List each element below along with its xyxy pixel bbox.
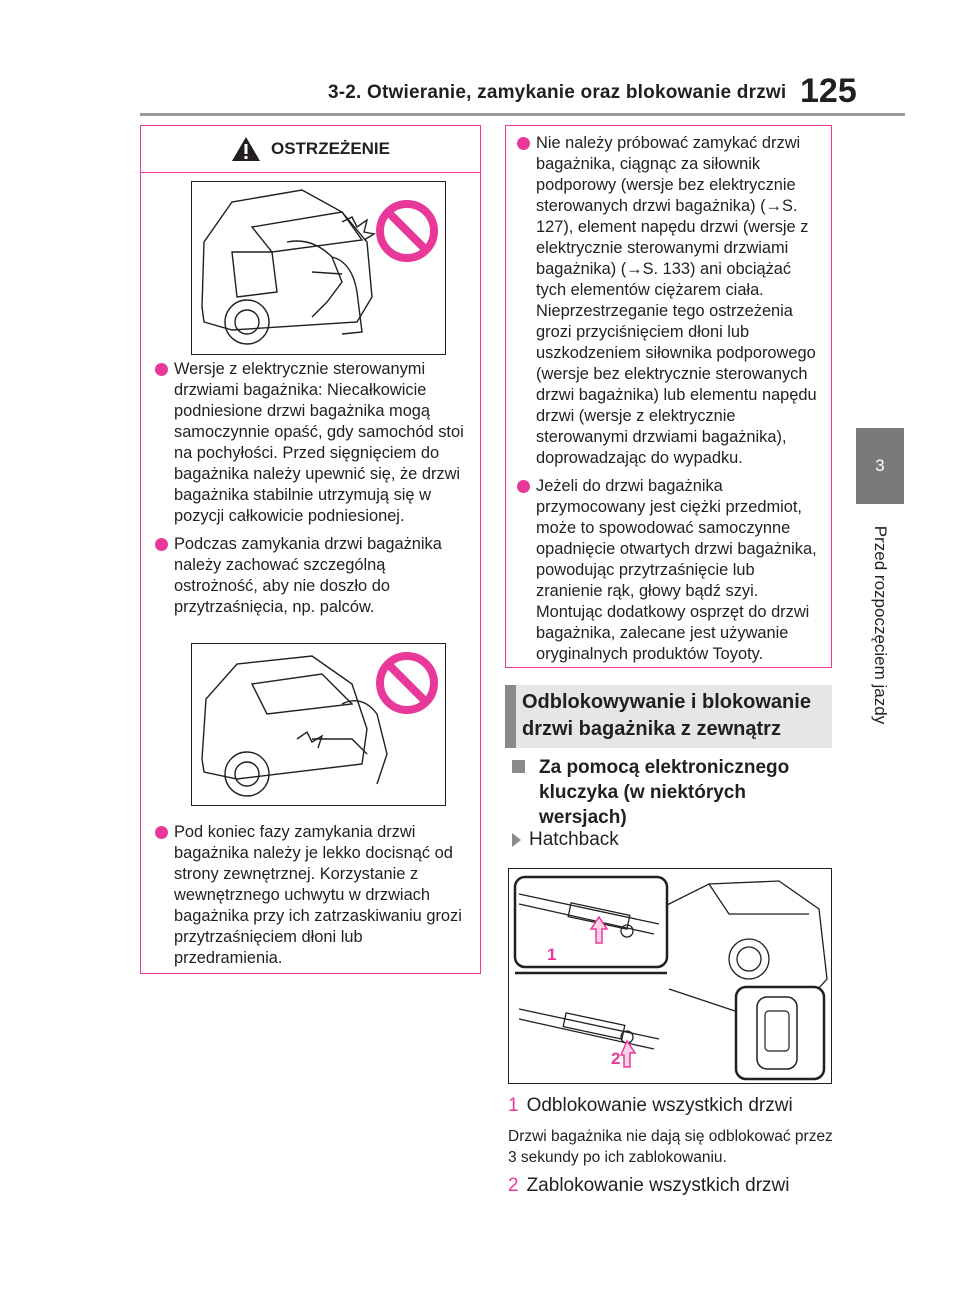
variant-text: Hatchback bbox=[529, 829, 619, 850]
prohibited-icon bbox=[374, 650, 440, 716]
step-text: Zablokowanie wszystkich drzwi bbox=[526, 1175, 790, 1196]
square-bullet-icon bbox=[512, 760, 525, 773]
step-note: Drzwi bagażnika nie dają się odblokować przez 3 sekundy po ich zablokowaniu. bbox=[508, 1128, 833, 1166]
step-text: Odblokowanie wszystkich drzwi bbox=[526, 1095, 793, 1116]
warning-bullet: Pod koniec fazy zamykania drzwi bagażnika należy je lekko docisnąć od strony zewnętrznej. Korzystanie z wewnętrznego uchwytu w drzwiach bagażnika przy ich zatrzaskiwaniu grozi przytrzaśnięciem dłoni lub przedramienia. bbox=[155, 822, 470, 969]
figure-label-2: 2 bbox=[611, 1049, 621, 1068]
chapter-tab bbox=[856, 428, 904, 504]
warning-bullet: Wersje z elektrycznie sterowanymi drzwiami bagażnika: Niecałkowicie podniesione drzwi bagażnika mogą samoczynnie opaść, gdy samochód stoi na pochyłości. Przed sięgnięciem do bagażnika należy upewnić się, że drzwi bagażnika stabilnie utrzymują się w pozycji całkowicie podniesionej. bbox=[155, 359, 470, 527]
page-number: 125 bbox=[800, 72, 857, 110]
warning-bullet: Nie należy próbować zamykać drzwi bagażnika, ciągnąc za siłownik podporowy (wersje bez elektrycznie sterowanych drzwi bagażnika) (→S. 127), element napędu drzwi (wersje z elektrycznie sterowanymi drzwiami bagażnika) (→S. 133) ani obciążać tych elementów ciężarem ciała. Nieprzestrzeganie tego ostrzeżenia grozi przyciśnięciem dłoni lub uszkodzeniem siłownika podporowego (wersje bez elektrycznie sterowanych drzwi bagażnika) lub elementu napędu drzwi (wersje z elektrycznie sterowanymi drzwiami bagażnika), doprowadzając do wypadku. bbox=[517, 133, 825, 469]
subheading bbox=[512, 755, 832, 830]
step-number: 2 bbox=[508, 1175, 519, 1196]
trunk-button-illustration bbox=[509, 869, 831, 1083]
warning-bullets-right bbox=[517, 133, 825, 672]
step-1 bbox=[508, 1095, 838, 1117]
header-rule bbox=[140, 113, 905, 116]
section-heading-bar bbox=[505, 685, 516, 748]
arrow-icon bbox=[512, 833, 521, 847]
warning-bullet: Podczas zamykania drzwi bagażnika należy zachować szczególną ostrożność, aby nie doszło do przytrzaśnięcia, np. palców. bbox=[155, 534, 470, 618]
chapter-number: 3 bbox=[875, 456, 885, 475]
warning-bullets-left-top bbox=[155, 359, 470, 625]
step-number: 1 bbox=[508, 1095, 519, 1116]
step-2 bbox=[508, 1175, 838, 1197]
warning-title-bar bbox=[141, 126, 480, 173]
running-header: 3-2. Otwieranie, zamykanie oraz blokowanie drzwi bbox=[328, 82, 787, 103]
chapter-title: Przed rozpoczęciem jazdy bbox=[871, 525, 890, 725]
figure-label-1: 1 bbox=[547, 945, 557, 964]
prohibited-icon bbox=[374, 198, 440, 264]
variant-label bbox=[512, 829, 619, 851]
warning-box-left bbox=[140, 125, 481, 974]
subheading-text: Za pomocą elektronicznego kluczyka (w niektórych wersjach) bbox=[539, 757, 790, 828]
warning-triangle-icon bbox=[231, 136, 261, 162]
warning-title: OSTRZEŻENIE bbox=[270, 139, 390, 158]
warning-box-right bbox=[505, 125, 832, 668]
illustration-trunk-button bbox=[508, 868, 832, 1084]
section-heading-text: Odblokowywanie i blokowanie drzwi bagażnika z zewnątrz bbox=[522, 691, 811, 740]
warning-bullet: Jeżeli do drzwi bagażnika przymocowany jest ciężki przedmiot, może to spowodować samoczynne opadnięcie otwartych drzwi bagażnika, powodując przytrzaśnięcie lub zranienie rąk, głowy bądź szyi. Montując dodatkowy osprzęt do drzwi bagażnika, zalecane jest używanie oryginalnych produktów Toyoty. bbox=[517, 476, 825, 665]
warning-bullets-left-bottom bbox=[155, 822, 470, 976]
section-heading bbox=[505, 685, 832, 748]
